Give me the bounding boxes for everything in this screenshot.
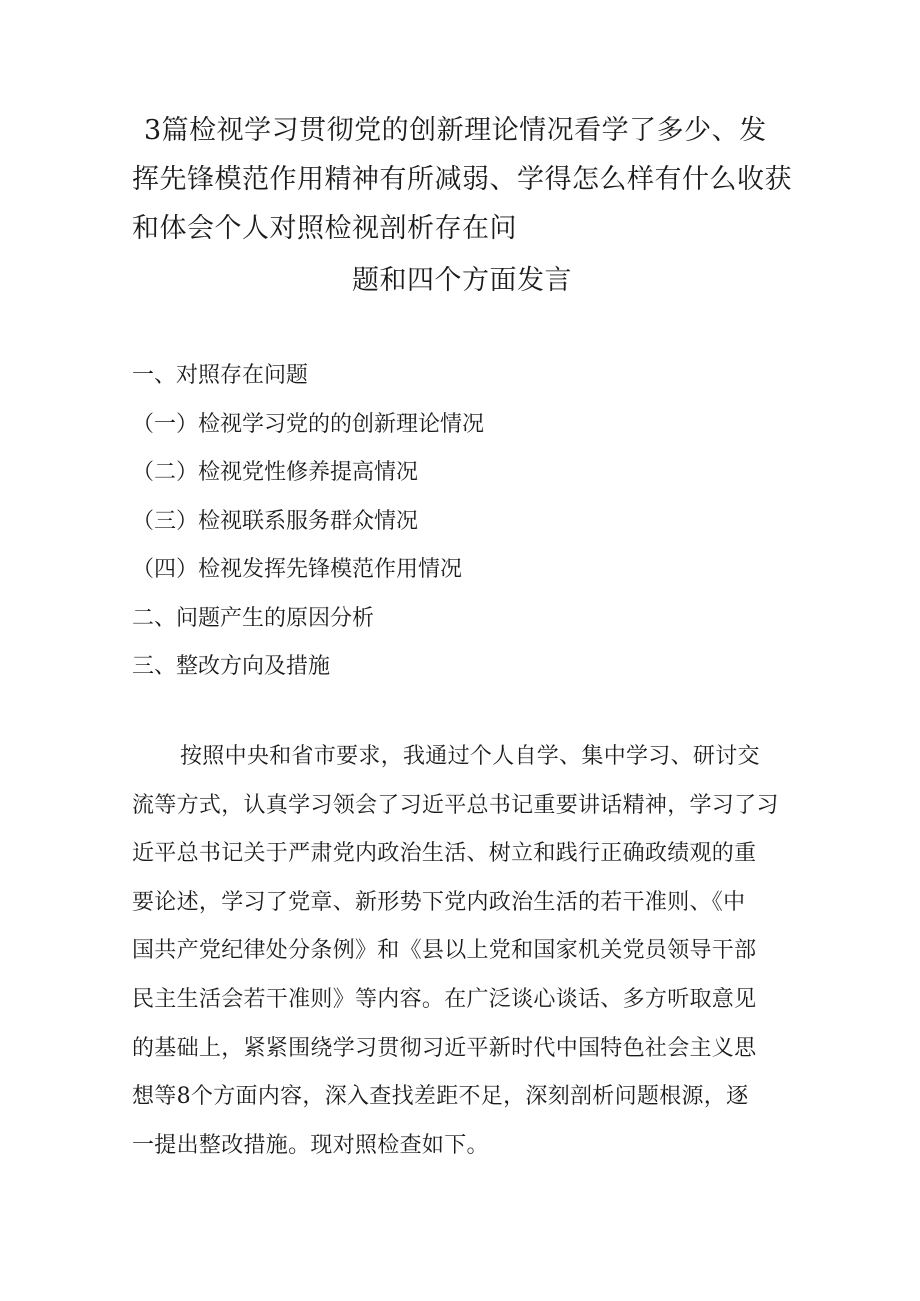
body-paragraph <box>132 733 792 1170</box>
body-line: 按照中央和省市要求，我通过个人自学、集中学习、研讨交 <box>180 744 760 769</box>
outline-item: （三）检视联系服务群众情况 <box>132 508 419 534</box>
title-line: 挥先锋模范作用精神有所减弱、学得怎么样有什么收获 <box>132 164 792 195</box>
body-line: 的基础上，紧紧围绕学习贯彻习近平新时代中国特色社会主义思 <box>132 1035 757 1061</box>
outline-item: （二）检视党性修养提高情况 <box>132 460 419 485</box>
outline-item: 一、对照存在问题 <box>132 363 309 388</box>
document-title <box>132 106 792 305</box>
body-line: 近平总书记关于严肃党内政治生活、树立和践行正确政绩观的重 <box>132 841 757 867</box>
body-line: 流等方式，认真学习领会了习近平总书记重要讲话精神，学习了习 <box>132 792 779 818</box>
body-line: 要论述，学习了党章、新形势下党内政治生活的若干准则、《中 <box>132 889 746 915</box>
outline-item: 三、整改方向及措施 <box>132 654 331 679</box>
body-line: 民主生活会若干准则》等内容。在广泛谈心谈话、多方听取意见 <box>132 986 757 1012</box>
outline-item: （一）检视学习党的的创新理论情况 <box>132 411 485 437</box>
title-line: 3篇检视学习贯彻党的创新理论情况看学了多少、发 <box>144 115 767 146</box>
title-line: 题和四个方面发言 <box>352 265 572 296</box>
body-line: 一提出整改措施。现对照检查如下。 <box>132 1132 489 1158</box>
body-line: 想等8个方面内容，深入查找差距不足，深刻剖析问题根源，逐 <box>132 1084 749 1110</box>
outline-list <box>132 352 792 692</box>
outline-item: 二、问题产生的原因分析 <box>132 605 375 631</box>
title-line: 和体会个人对照检视剖析存在问 <box>132 213 517 244</box>
body-line: 国共产党纪律处分条例》和《县以上党和国家机关党员领导干部 <box>132 938 757 964</box>
outline-item: （四）检视发挥先锋模范作用情况 <box>132 557 463 582</box>
